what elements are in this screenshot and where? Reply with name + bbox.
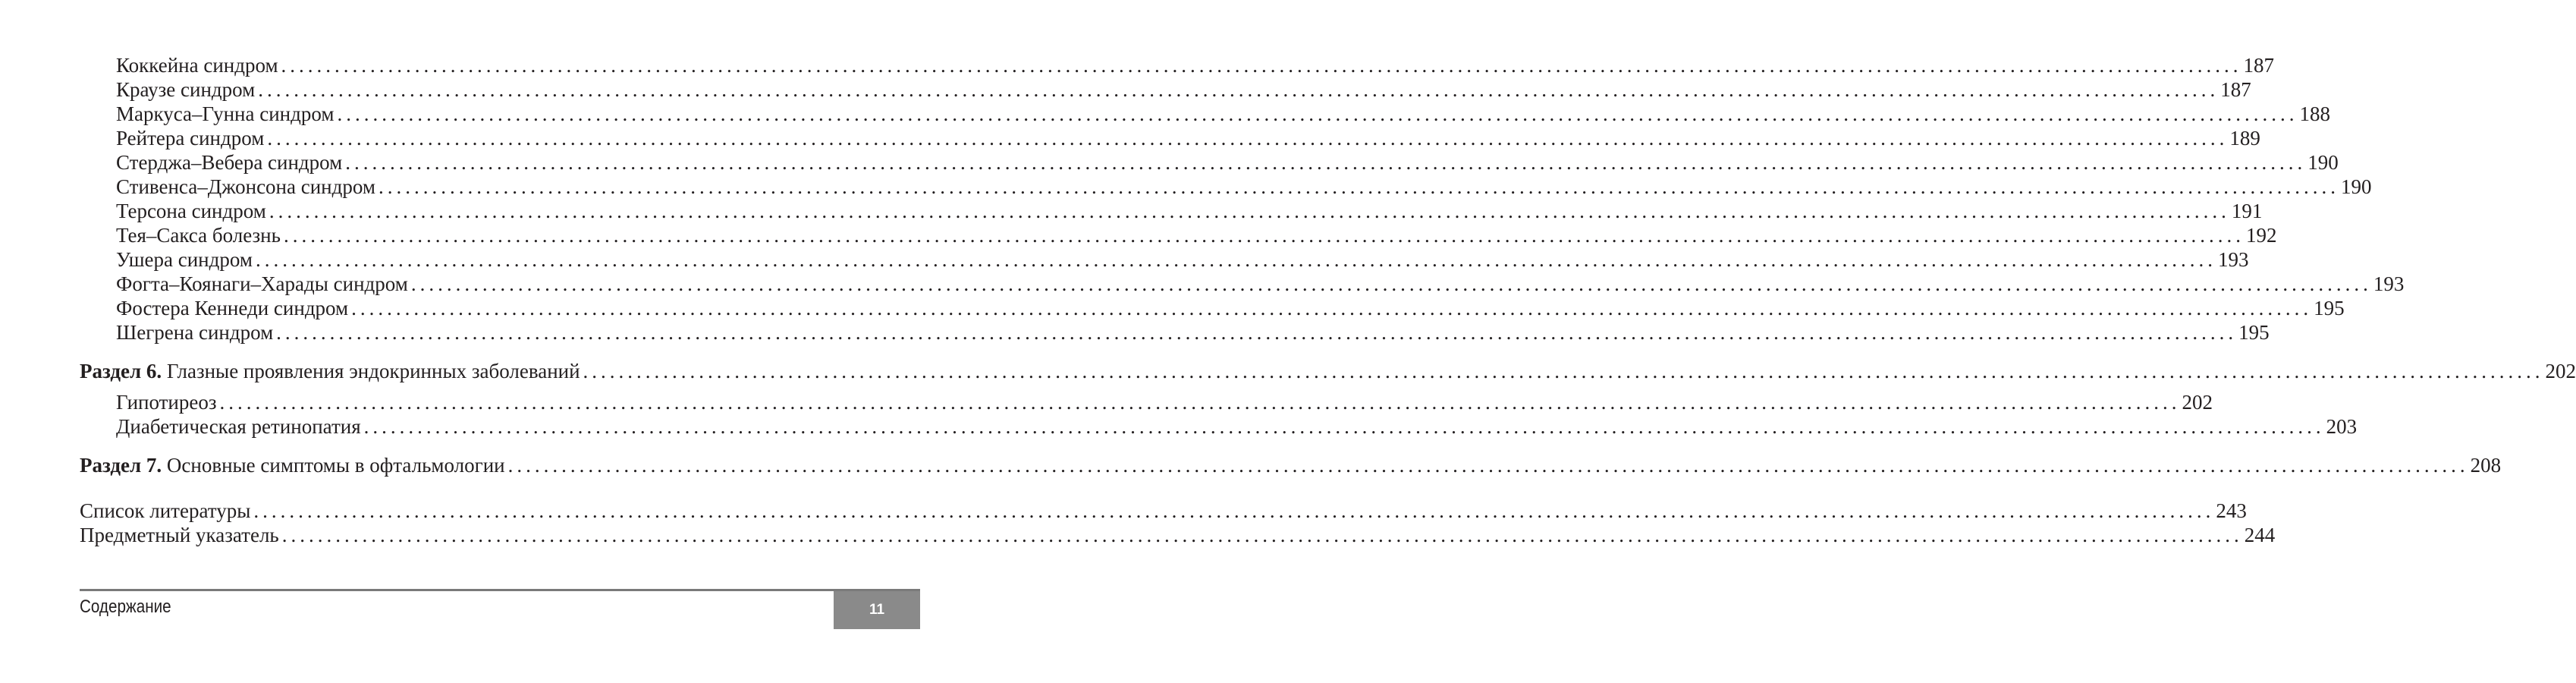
dot-leader: ............................................................................................................................................................................................................................ (283, 224, 2245, 247)
toc-entry-page: 195 (2238, 321, 2270, 344)
toc-entry-page: 244 (2244, 524, 2276, 546)
dot-leader: ............................................................................................................................................................................................................................ (281, 54, 2242, 77)
toc-entry-page: 187 (2220, 78, 2251, 101)
toc-entry-title: Фогта–Коянаги–Харады синдром (116, 272, 408, 295)
dot-leader: ............................................................................................................................................................................................................................ (337, 102, 2298, 125)
toc-entry-title: Маркуса–Гунна синдром (116, 102, 335, 125)
toc-section-7[interactable] (80, 453, 2502, 477)
toc-entry-page: 187 (2243, 54, 2275, 77)
toc-entry-title: Рейтера синдром (116, 127, 265, 150)
toc-entry[interactable] (80, 296, 2345, 320)
toc-section-title (80, 453, 505, 477)
toc-entry-title: Стивенса–Джонсона синдром (116, 175, 375, 198)
toc-entry-page: 192 (2245, 224, 2277, 247)
dot-leader: ............................................................................................................................................................................................................................ (281, 524, 2243, 546)
section-label: Раздел 7. (80, 454, 162, 477)
toc-entry[interactable] (80, 390, 2213, 414)
dot-leader: ............................................................................................................................................................................................................................ (258, 78, 2219, 101)
toc-entry[interactable] (80, 53, 2275, 77)
toc-entry-title: Список литературы (80, 499, 251, 522)
toc-entry[interactable] (80, 320, 2270, 345)
toc-entry-page: 190 (2307, 151, 2339, 174)
dot-leader: ............................................................................................................................................................................................................................ (219, 391, 2181, 414)
toc-entry[interactable] (80, 247, 2249, 272)
toc-entry-page: 193 (2217, 248, 2249, 271)
dot-leader: ............................................................................................................................................................................................................................ (351, 297, 2313, 319)
section-label: Раздел 6. (80, 360, 162, 382)
toc-entry-title: Стерджа–Вебера синдром (116, 151, 343, 174)
toc-section-page: 208 (2470, 454, 2502, 477)
toc-entry-page: 189 (2229, 127, 2260, 150)
toc-entry[interactable] (80, 126, 2260, 150)
toc-section-title (80, 359, 580, 383)
dot-leader: ............................................................................................................................................................................................................................ (410, 272, 2372, 295)
toc-entry-page: 188 (2299, 102, 2330, 125)
toc-entry-page: 202 (2182, 391, 2213, 414)
toc-entry[interactable] (80, 175, 2372, 199)
toc-entry-title: Тея–Сакса болезнь (116, 224, 281, 247)
toc-entry[interactable] (80, 414, 2358, 439)
running-footer-title: Содержание (80, 596, 171, 617)
toc-entry[interactable] (80, 150, 2339, 175)
dot-leader: ............................................................................................................................................................................................................................ (253, 499, 2215, 522)
dot-leader: ............................................................................................................................................................................................................................ (269, 200, 2230, 222)
dot-leader: ............................................................................................................................................................................................................................ (345, 151, 2307, 174)
toc-entry[interactable] (80, 77, 2251, 102)
toc-entry-page: 243 (2216, 499, 2247, 522)
toc-entry[interactable] (80, 223, 2277, 247)
toc-entry-title: Ушера синдром (116, 248, 253, 271)
toc-entry-index[interactable] (80, 523, 2276, 547)
toc-entry-page: 193 (2373, 272, 2405, 295)
toc-entry-page: 195 (2314, 297, 2345, 319)
toc-entry[interactable] (80, 199, 2263, 223)
toc-entry-title: Краузе синдром (116, 78, 256, 101)
page-number: 11 (869, 602, 885, 618)
page-number-box (834, 591, 920, 629)
toc-entry[interactable] (80, 102, 2330, 126)
dot-leader: ............................................................................................................................................................................................................................ (267, 127, 2229, 150)
toc-entry[interactable] (80, 272, 2405, 296)
toc-entry-literature[interactable] (80, 499, 2247, 523)
toc-entry-page: 191 (2231, 200, 2263, 222)
toc-entry-title: Диабетическая ретинопатия (116, 415, 361, 438)
toc-entry-title: Гипотиреоз (116, 391, 217, 414)
toc-entry-title: Коккейна синдром (116, 54, 278, 77)
section-title-text: Глазные проявления эндокринных заболеваний (166, 360, 580, 382)
toc-entry-title: Предметный указатель (80, 524, 279, 546)
toc-entry-title: Фостера Кеннеди синдром (116, 297, 349, 319)
dot-leader: ............................................................................................................................................................................................................................ (276, 321, 2238, 344)
toc-section-6[interactable] (80, 359, 2576, 383)
toc-entry-page: 190 (2340, 175, 2372, 198)
toc-entry-title: Шегрена синдром (116, 321, 274, 344)
dot-leader: ............................................................................................................................................................................................................................ (507, 454, 2469, 477)
toc-entry-page: 203 (2326, 415, 2358, 438)
dot-leader: ............................................................................................................................................................................................................................ (378, 175, 2339, 198)
dot-leader: ............................................................................................................................................................................................................................ (363, 415, 2325, 438)
section-title-text: Основные симптомы в офтальмологии (166, 454, 505, 477)
dot-leader: ............................................................................................................................................................................................................................ (583, 360, 2544, 382)
toc-entry-title: Терсона синдром (116, 200, 266, 222)
dot-leader: ............................................................................................................................................................................................................................ (255, 248, 2216, 271)
footer-rule (80, 589, 920, 591)
table-of-contents (80, 53, 2576, 547)
toc-section-page: 202 (2545, 360, 2576, 382)
